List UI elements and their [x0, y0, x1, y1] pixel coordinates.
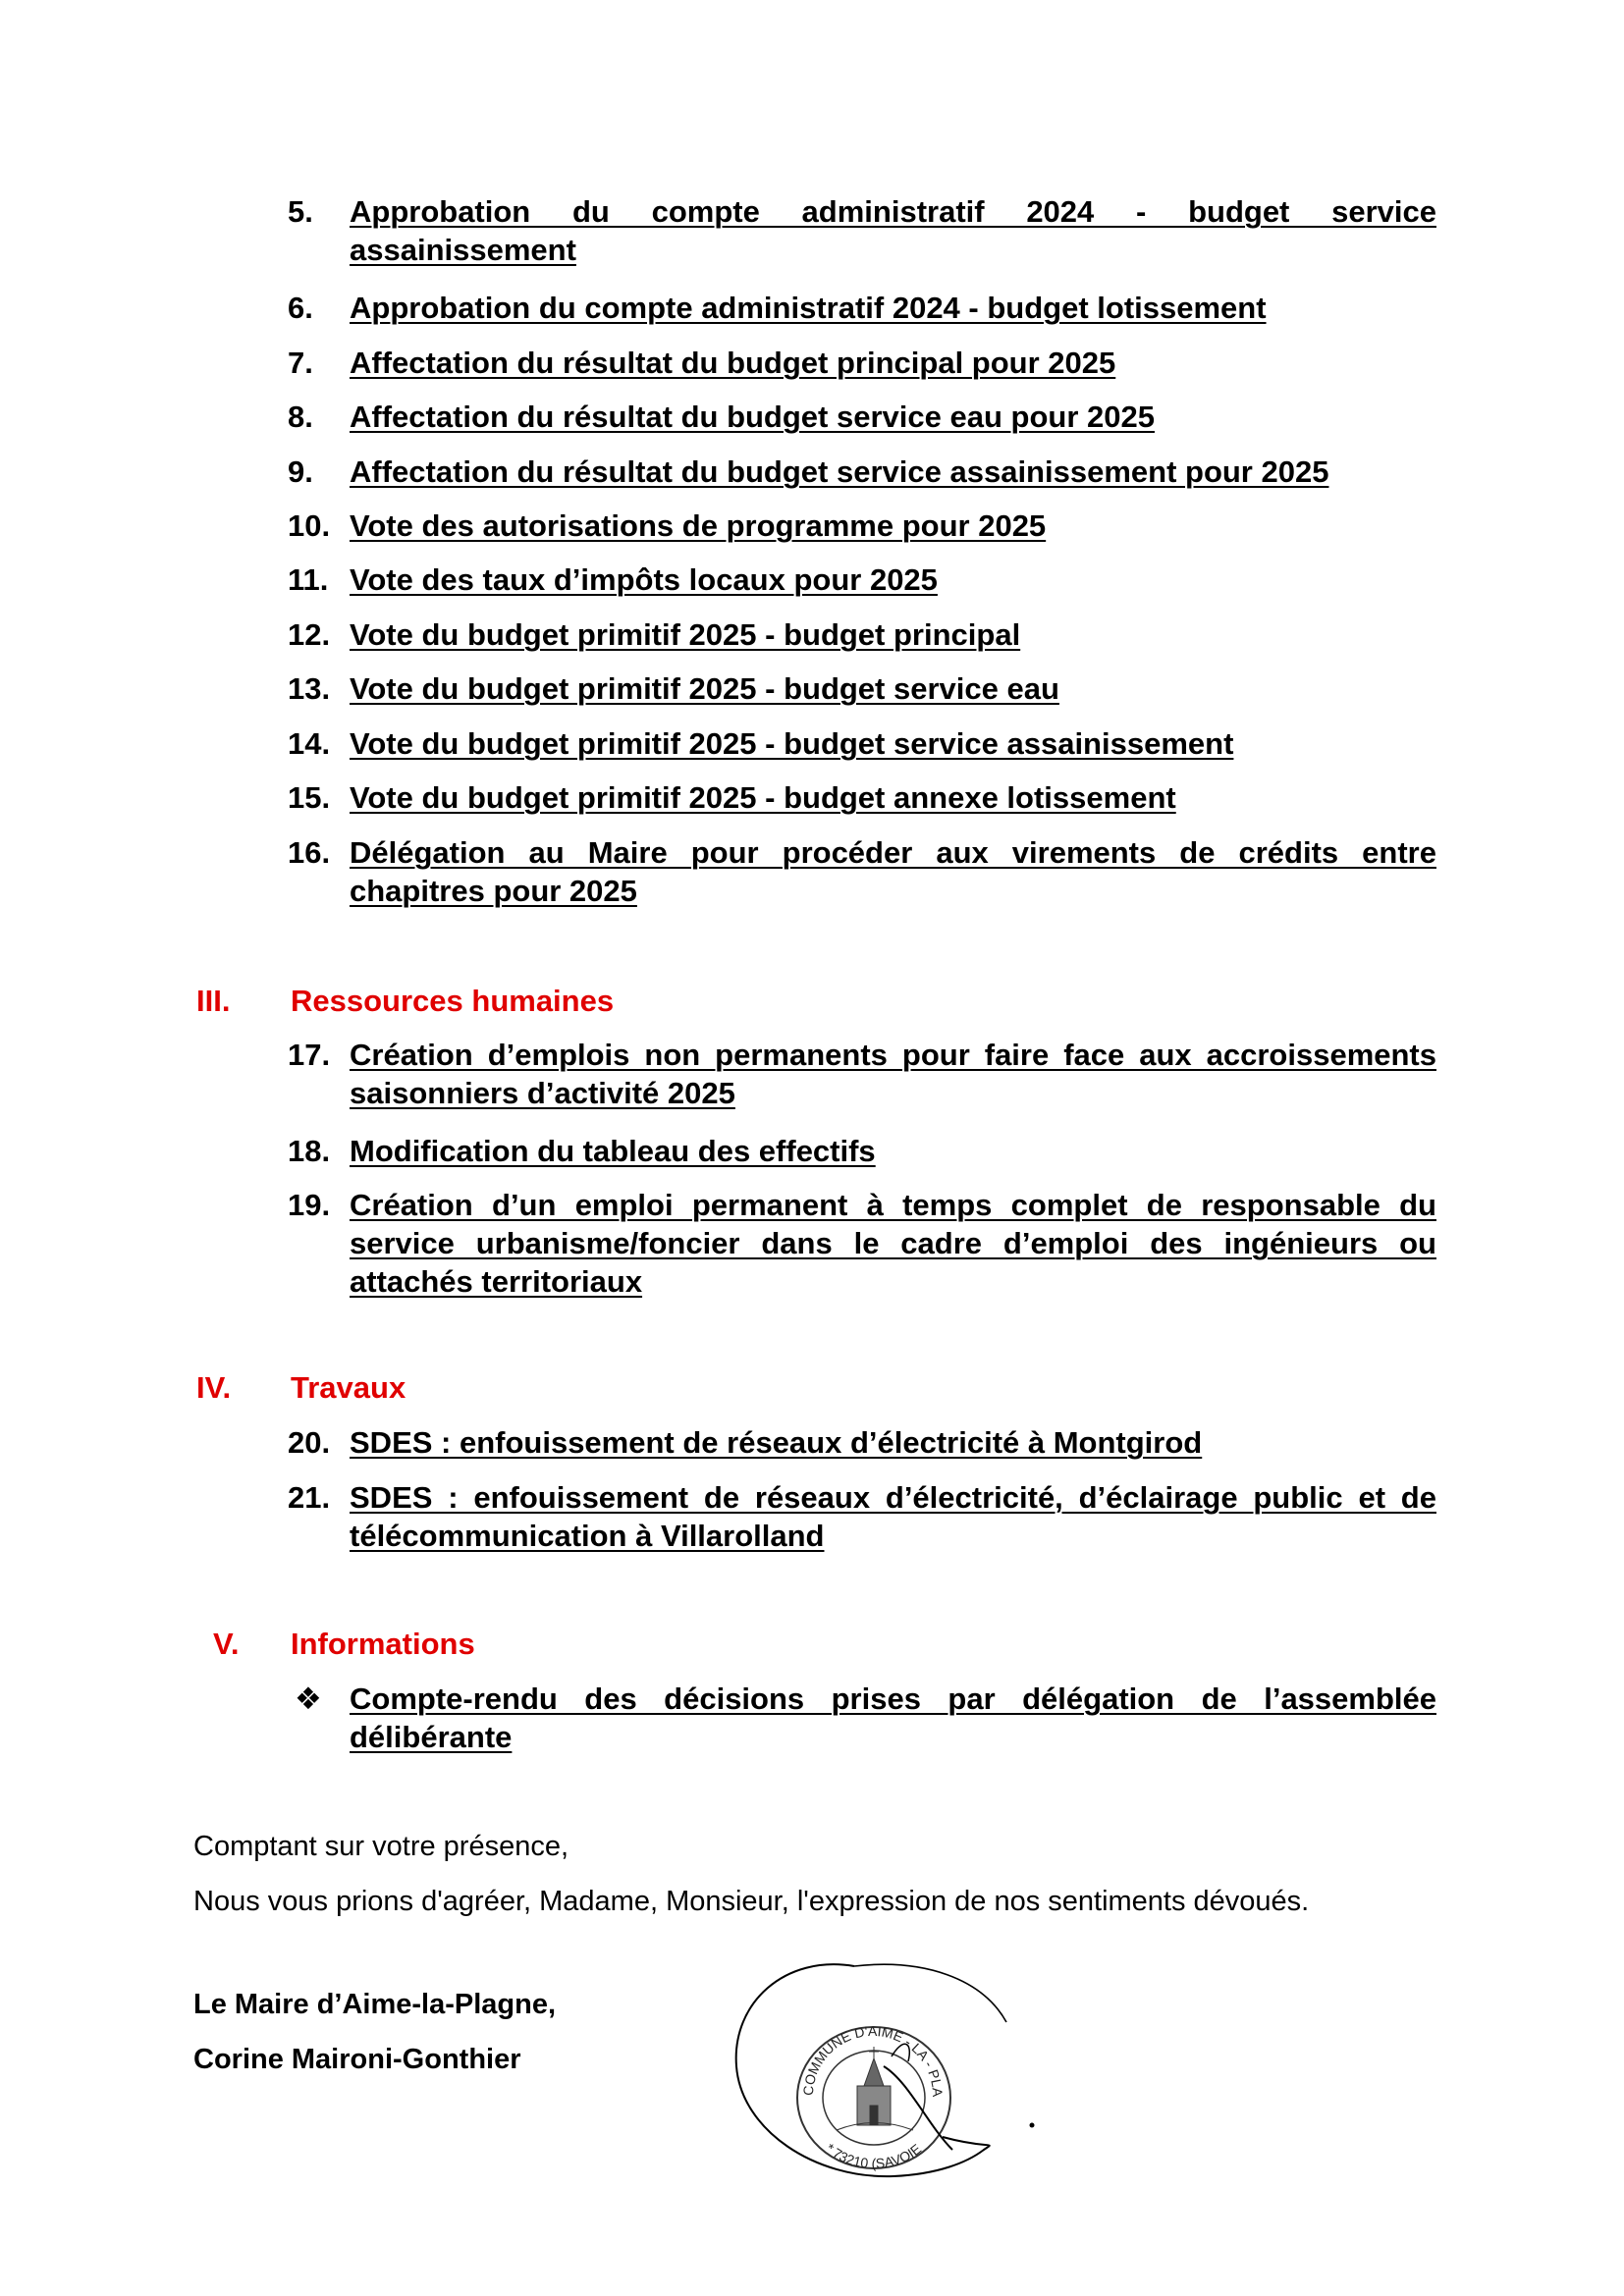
item-text: SDES : enfouissement de réseaux d’électricité, d’éclairage public et de télécommunication à Villarolland [350, 1480, 1436, 1553]
item-number: 14. [288, 726, 331, 761]
item-text: Affectation du résultat du budget service assainissement pour 2025 [350, 454, 1329, 489]
stamp-signature-graphic [727, 1949, 1051, 2184]
item-text: Vote du budget primitif 2025 - budget annexe lotissement [350, 780, 1176, 815]
agenda-item-10 [288, 507, 1436, 545]
section-heading-travaux [196, 1368, 884, 1407]
item-number: 12. [288, 617, 331, 652]
item-number: 16. [288, 835, 331, 870]
item-number: 5. [288, 194, 313, 229]
item-text: Vote des autorisations de programme pour 2025 [350, 508, 1047, 543]
item-number: 13. [288, 671, 331, 706]
signature-title: Le Maire d’Aime-la-Plagne, [193, 1989, 557, 2020]
agenda-item-21 [288, 1478, 1436, 1555]
signature-name: Corine Maironi-Gonthier [193, 2044, 521, 2075]
item-number: 11. [288, 562, 329, 597]
item-text: Compte-rendu des décisions prises par délégation de l’assemblée délibérante [350, 1682, 1436, 1754]
section-title: Informations [291, 1627, 475, 1661]
item-text: Modification du tableau des effectifs [350, 1134, 876, 1168]
item-text: Création d’emplois non permanents pour faire face aux accroissements saisonniers d’activité 2025 [350, 1038, 1436, 1110]
item-number: 9. [288, 454, 313, 489]
stamp-text-bottom: * 73210 (SAVOIE [822, 2140, 925, 2171]
agenda-item-compte-rendu [288, 1680, 1436, 1756]
agenda-item-19 [288, 1186, 1436, 1301]
item-number: 18. [288, 1134, 331, 1168]
closing-line-1: Comptant sur votre présence, [193, 1831, 569, 1862]
item-number: 15. [288, 780, 331, 815]
item-text: Approbation du compte administratif 2024 - budget service assainissement [350, 194, 1436, 267]
section-numeral: IV. [196, 1370, 232, 1405]
svg-text:COMMUNE D'AIME - LA - PLAGNE [727, 1949, 946, 2098]
item-text: Vote du budget primitif 2025 - budget principal [350, 617, 1021, 652]
agenda-item-12 [288, 615, 1436, 654]
item-text: SDES : enfouissement de réseaux d’électricité à Montgirod [350, 1425, 1203, 1460]
item-text: Affectation du résultat du budget principal pour 2025 [350, 346, 1116, 380]
item-text: Vote des taux d’impôts locaux pour 2025 [350, 562, 938, 597]
section-numeral: III. [196, 984, 231, 1018]
item-number: 7. [288, 346, 313, 380]
section-numeral: V. [213, 1627, 240, 1661]
item-number: 6. [288, 291, 313, 325]
official-stamp [727, 1949, 1051, 2184]
agenda-item-7 [288, 344, 1436, 382]
item-text: Vote du budget primitif 2025 - budget service eau [350, 671, 1059, 706]
item-text: Création d’un emploi permanent à temps complet de responsable du service urbanisme/foncier dans le cadre d’emploi des ingénieurs ou attachés territoriaux [350, 1188, 1436, 1299]
agenda-item-20 [288, 1423, 1436, 1462]
item-number: 19. [288, 1188, 331, 1222]
agenda-item-8 [288, 398, 1436, 436]
item-text: Délégation au Maire pour procéder aux virements de crédits entre chapitres pour 2025 [350, 835, 1436, 908]
diamond-bullet-icon: ❖ [295, 1682, 322, 1716]
agenda-item-6 [288, 289, 1436, 327]
item-number: 8. [288, 400, 313, 434]
agenda-item-5 [288, 192, 1436, 269]
section-heading-informations [213, 1625, 900, 1663]
item-text: Vote du budget primitif 2025 - budget service assainissement [350, 726, 1234, 761]
item-number: 20. [288, 1425, 331, 1460]
section-heading-ressources-humaines [196, 982, 884, 1020]
agenda-item-18 [288, 1132, 1436, 1170]
closing-line-2: Nous vous prions d'agréer, Madame, Monsieur, l'expression de nos sentiments dévoués. [193, 1886, 1310, 1917]
agenda-item-15 [288, 778, 1436, 817]
item-number: 21. [288, 1480, 331, 1515]
item-text: Approbation du compte administratif 2024 - budget lotissement [350, 291, 1267, 325]
item-text: Affectation du résultat du budget service eau pour 2025 [350, 400, 1155, 434]
item-number: 17. [288, 1038, 331, 1072]
agenda-item-17 [288, 1036, 1436, 1112]
section-title: Ressources humaines [291, 984, 615, 1018]
agenda-item-14 [288, 724, 1436, 763]
agenda-item-11 [288, 561, 1436, 599]
agenda-item-13 [288, 669, 1436, 708]
section-title: Travaux [291, 1370, 406, 1405]
agenda-item-16 [288, 833, 1436, 910]
stamp-text-top: COMMUNE D'AIME - LA - PLA [799, 2022, 947, 2098]
item-number: 10. [288, 508, 331, 543]
agenda-item-9 [288, 453, 1436, 491]
